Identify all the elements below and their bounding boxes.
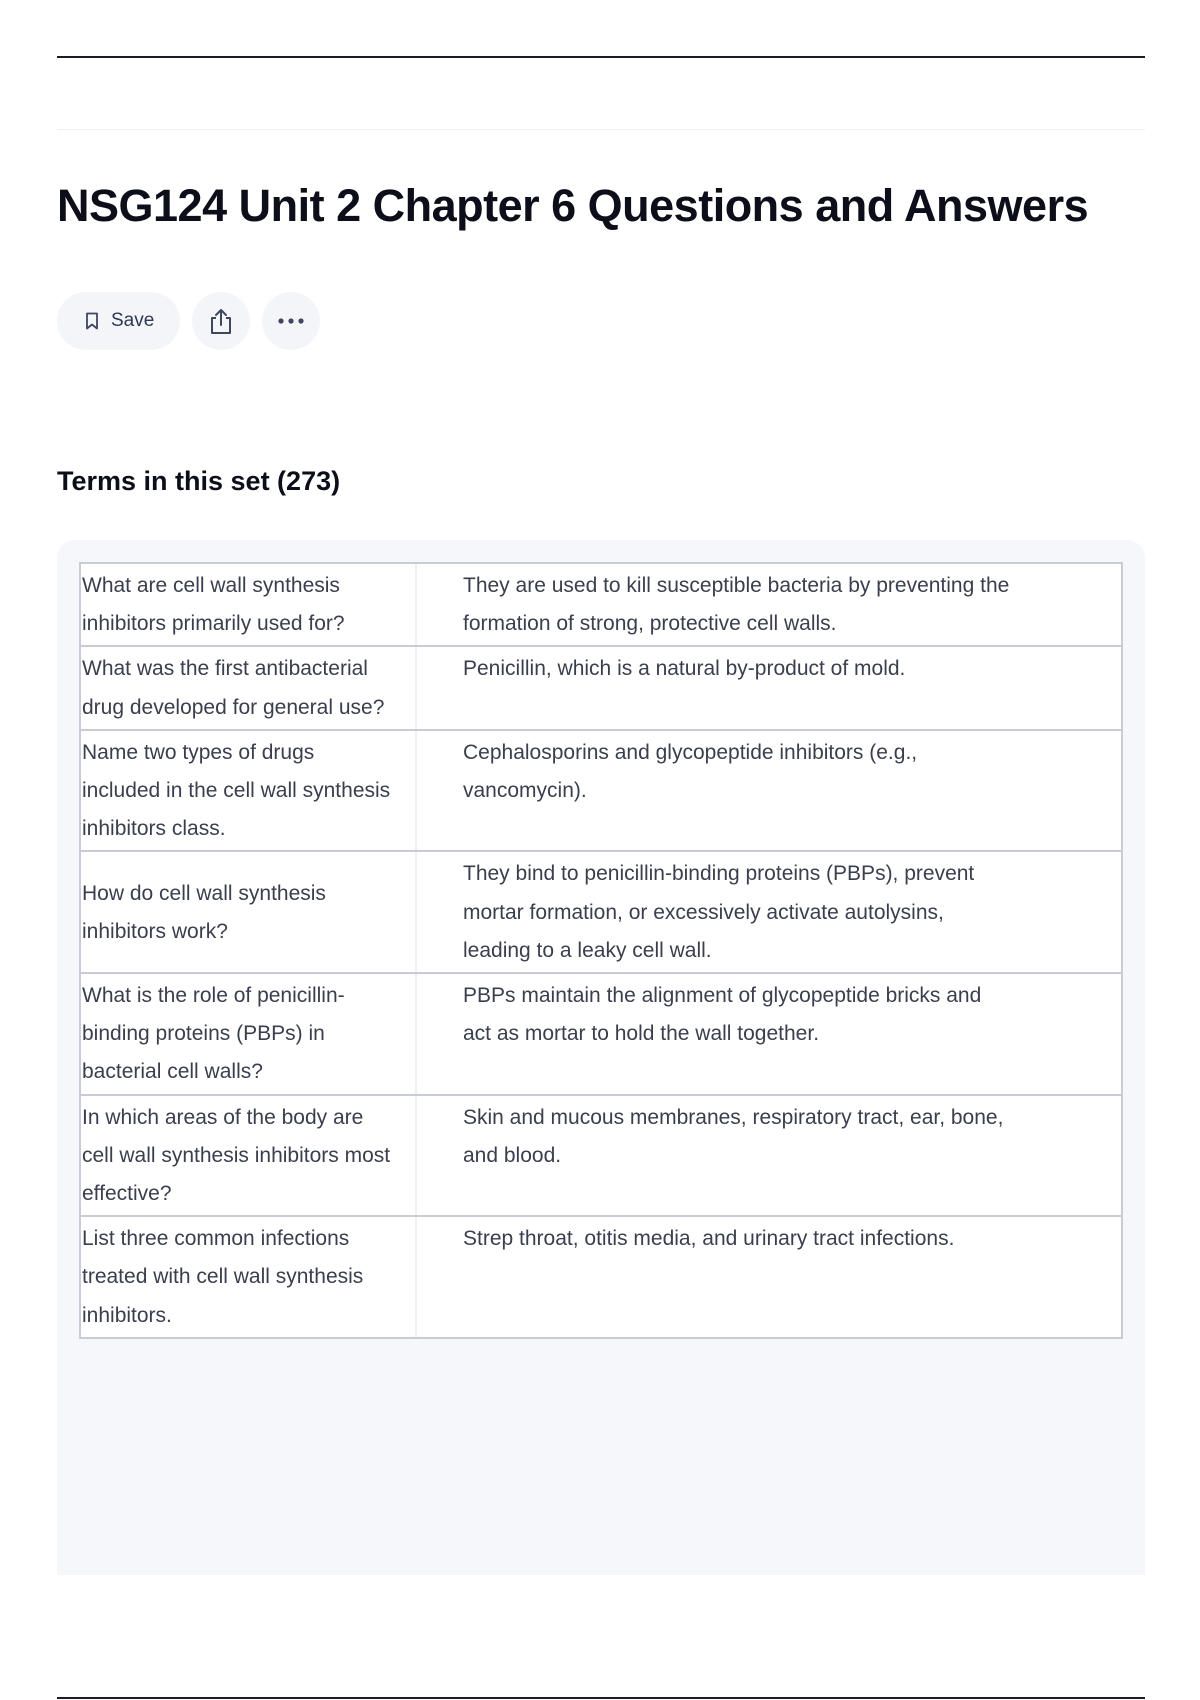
definition-text: Cephalosporins and glycopeptide inhibitors (e.g., vancomycin). bbox=[417, 730, 1122, 852]
term-text: How do cell wall synthesis inhibitors work? bbox=[80, 851, 417, 973]
term-row bbox=[80, 730, 1122, 852]
term-text: What is the role of penicillin-binding proteins (PBPs) in bacterial cell walls? bbox=[80, 973, 417, 1095]
share-icon bbox=[208, 307, 234, 335]
terms-table bbox=[79, 562, 1123, 1339]
term-text: In which areas of the body are cell wall synthesis inhibitors most effective? bbox=[80, 1095, 417, 1217]
action-bar bbox=[57, 292, 320, 350]
definition-text: They bind to penicillin-binding proteins (PBPs), prevent mortar formation, or excessively activate autolysins, leading to a leaky cell wall. bbox=[417, 851, 1122, 973]
bookmark-icon bbox=[85, 312, 99, 330]
term-row bbox=[80, 973, 1122, 1095]
top-divider bbox=[57, 56, 1145, 58]
page-title: NSG124 Unit 2 Chapter 6 Questions and Answers bbox=[57, 180, 1089, 231]
terms-list bbox=[57, 540, 1145, 1575]
term-text: Name two types of drugs included in the cell wall synthesis inhibitors class. bbox=[80, 730, 417, 852]
term-text: What was the first antibacterial drug developed for general use? bbox=[80, 646, 417, 729]
share-button[interactable] bbox=[192, 292, 250, 350]
term-text: List three common infections treated with cell wall synthesis inhibitors. bbox=[80, 1216, 417, 1338]
term-row bbox=[80, 646, 1122, 729]
definition-text: Strep throat, otitis media, and urinary tract infections. bbox=[417, 1216, 1122, 1338]
more-options-button[interactable] bbox=[262, 292, 320, 350]
bottom-divider bbox=[57, 1697, 1145, 1699]
term-row bbox=[80, 851, 1122, 973]
terms-heading: Terms in this set (273) bbox=[57, 466, 341, 496]
definition-text: PBPs maintain the alignment of glycopeptide bricks and act as mortar to hold the wall together. bbox=[417, 973, 1122, 1095]
term-row bbox=[80, 1216, 1122, 1338]
definition-text: Penicillin, which is a natural by-product of mold. bbox=[417, 646, 1122, 729]
term-row bbox=[80, 1095, 1122, 1217]
term-row bbox=[80, 563, 1122, 646]
term-text: What are cell wall synthesis inhibitors primarily used for? bbox=[80, 563, 417, 646]
save-label: Save bbox=[111, 310, 155, 331]
definition-text: They are used to kill susceptible bacteria by preventing the formation of strong, protective cell walls. bbox=[417, 563, 1122, 646]
header-divider bbox=[57, 129, 1145, 130]
definition-text: Skin and mucous membranes, respiratory tract, ear, bone, and blood. bbox=[417, 1095, 1122, 1217]
more-icon bbox=[277, 317, 305, 325]
save-button[interactable] bbox=[57, 292, 180, 350]
